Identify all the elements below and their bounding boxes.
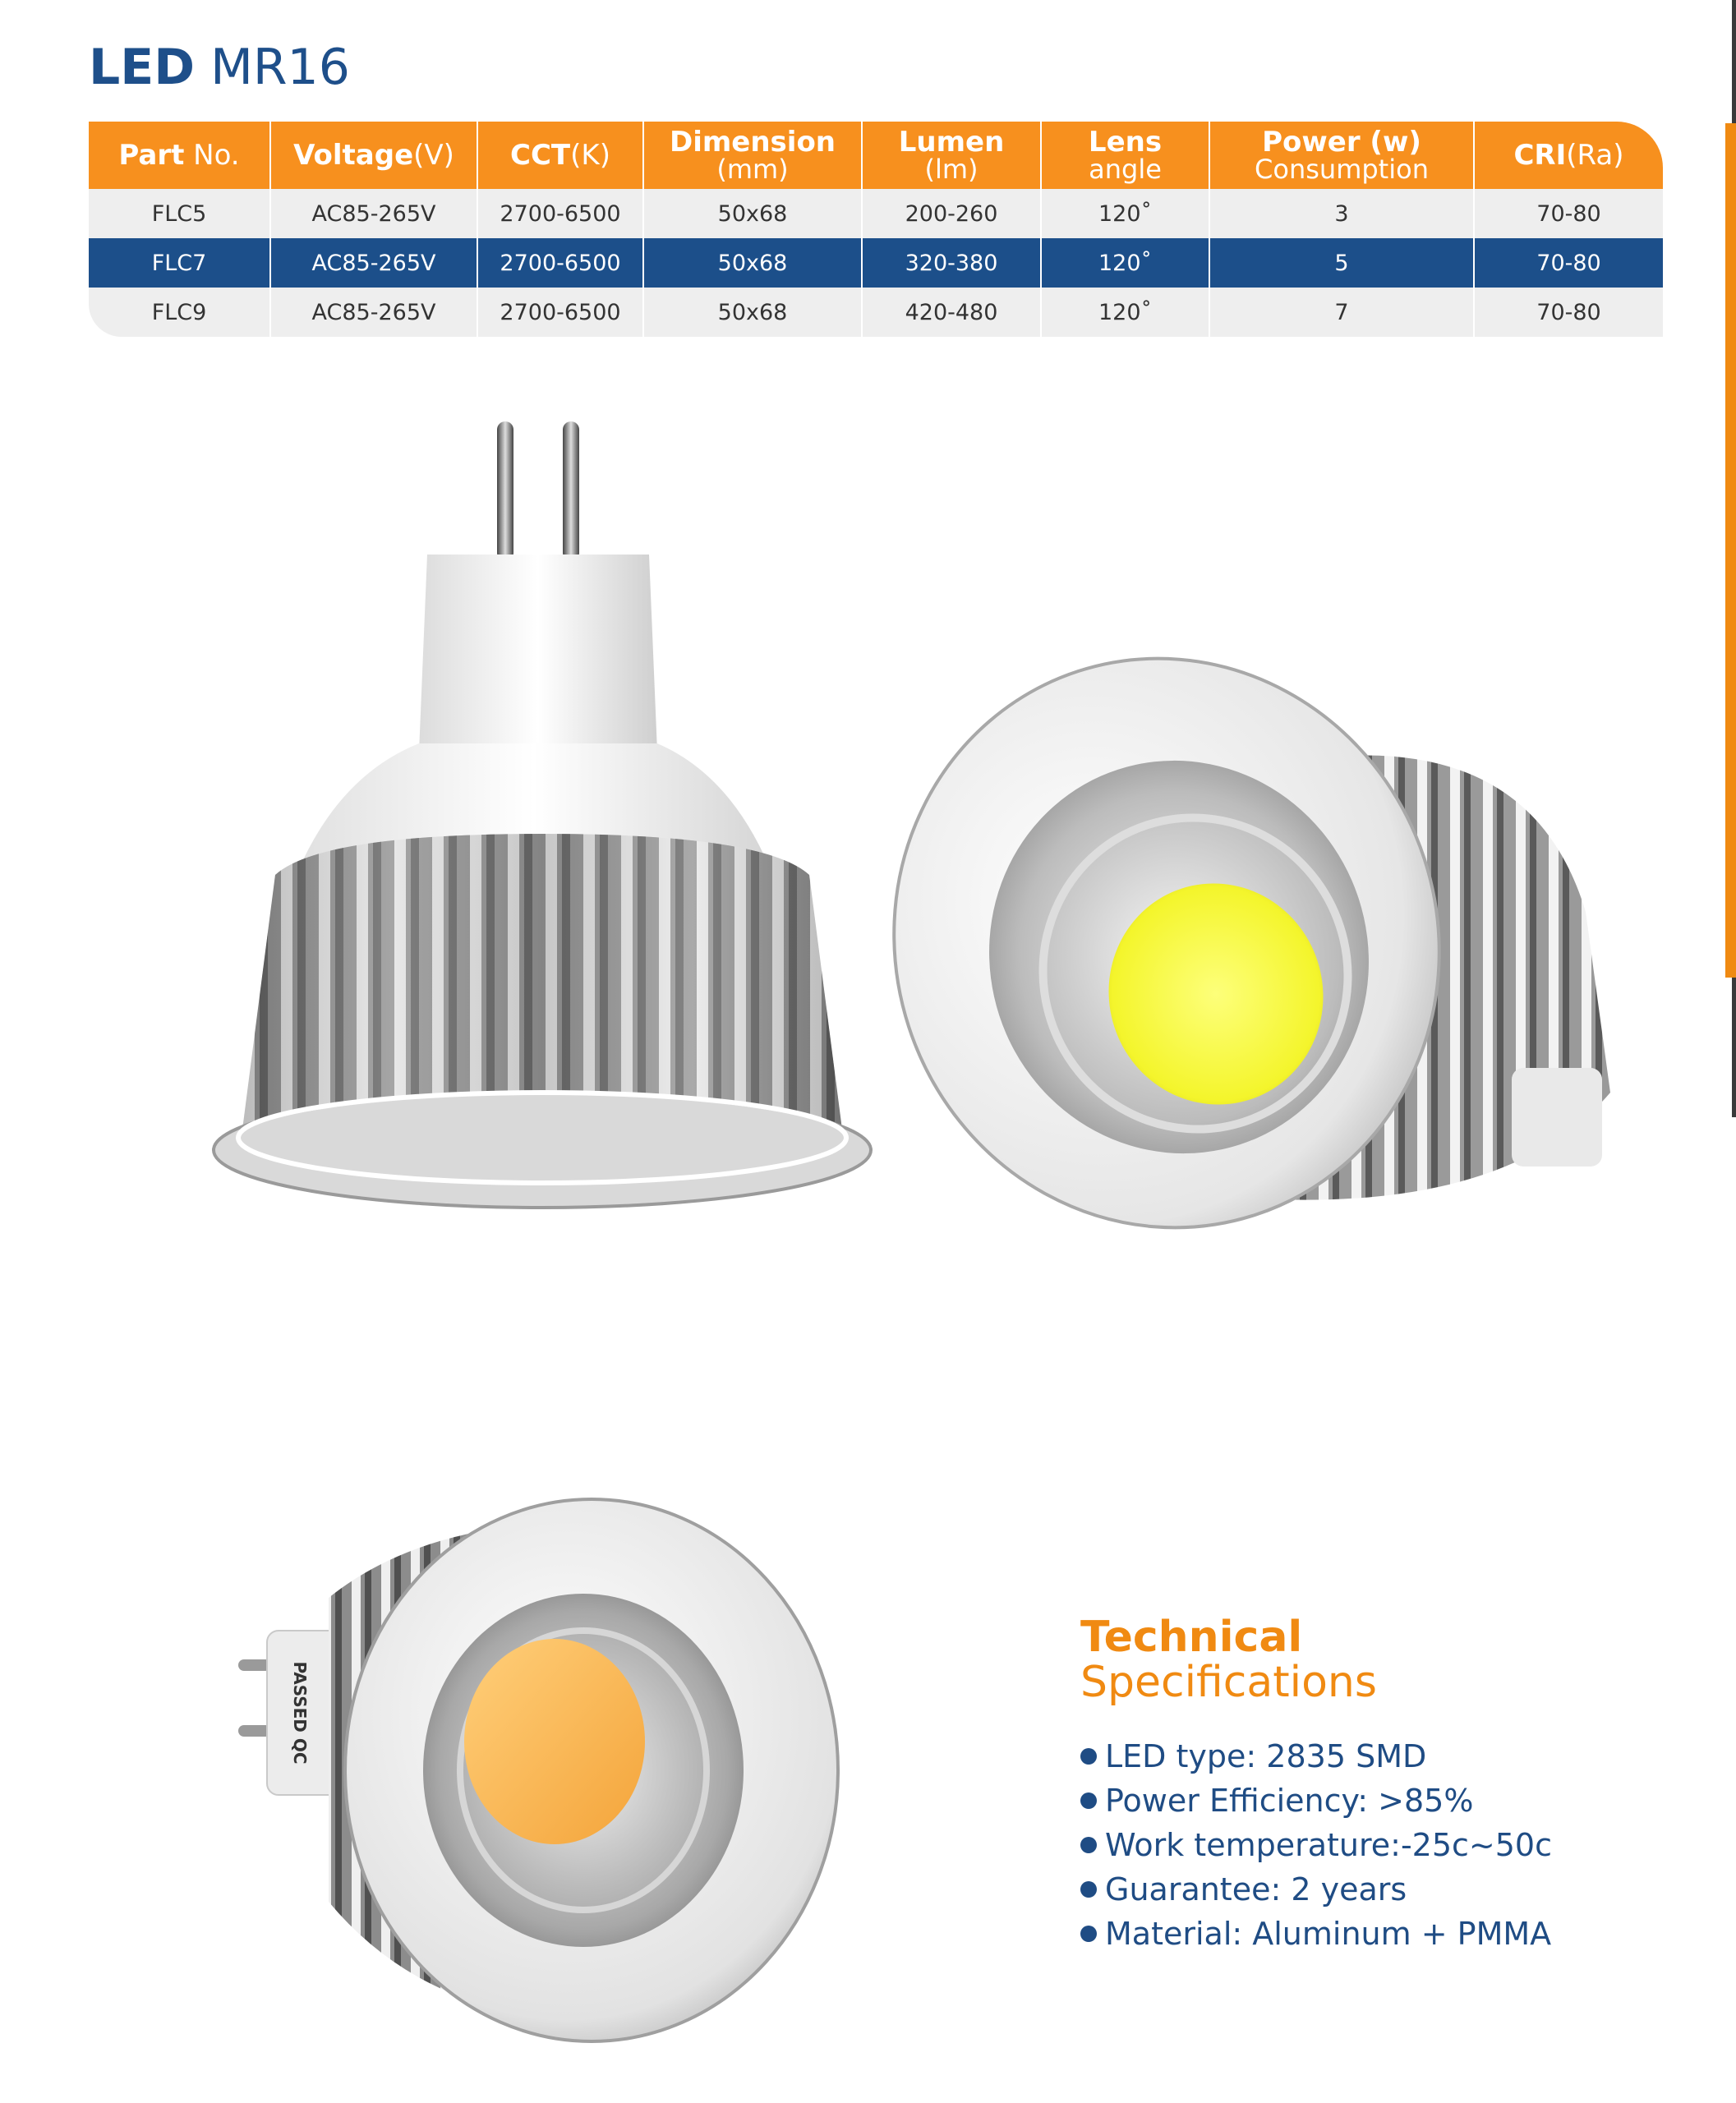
table-row bbox=[89, 189, 1663, 238]
cell-cri: 70-80 bbox=[1536, 299, 1601, 325]
header-lumen bbox=[863, 122, 1042, 189]
page-title bbox=[89, 39, 350, 96]
cell-cct: 2700-6500 bbox=[478, 238, 644, 288]
header-bold: Dimension bbox=[669, 126, 836, 159]
header-sub: angle bbox=[1089, 154, 1162, 185]
header-normal: (K) bbox=[570, 139, 610, 172]
table-header bbox=[89, 122, 1663, 189]
product-photo-angled bbox=[230, 1475, 854, 2066]
header-cct bbox=[478, 122, 644, 189]
header-bold: CRI bbox=[1513, 139, 1567, 172]
cell-lumen: 420-480 bbox=[863, 288, 1042, 337]
header-dimension bbox=[644, 122, 863, 189]
cell-lumen: 200-260 bbox=[863, 189, 1042, 238]
cell-cri: 70-80 bbox=[1536, 250, 1601, 276]
list-item bbox=[1080, 1734, 1552, 1779]
header-bold: Part bbox=[118, 139, 185, 172]
product-photo-front bbox=[887, 633, 1676, 1273]
cell-part-no: FLC9 bbox=[89, 288, 271, 337]
header-voltage bbox=[271, 122, 478, 189]
header-sub: (mm) bbox=[716, 154, 789, 185]
title-bold: LED bbox=[89, 39, 196, 96]
spec-text: Work temperature:-25c~50c bbox=[1105, 1827, 1553, 1864]
bullet-icon bbox=[1080, 1748, 1097, 1765]
cell-lens-angle: 120˚ bbox=[1042, 189, 1210, 238]
list-item bbox=[1080, 1823, 1552, 1867]
bullet-icon bbox=[1080, 1881, 1097, 1898]
spec-text: Power Efficiency: >85% bbox=[1105, 1783, 1474, 1820]
cell-dimension: 50x68 bbox=[644, 238, 863, 288]
header-normal: (Ra) bbox=[1566, 139, 1624, 172]
cell-dimension: 50x68 bbox=[644, 288, 863, 337]
cell-lens-angle: 120˚ bbox=[1042, 288, 1210, 337]
cell-power: 5 bbox=[1210, 238, 1475, 288]
title-rest: MR16 bbox=[195, 39, 350, 96]
cell-cct: 2700-6500 bbox=[478, 288, 644, 337]
table-row bbox=[89, 238, 1663, 288]
right-edge-tab bbox=[1725, 123, 1736, 978]
cell-voltage: AC85-265V bbox=[271, 238, 478, 288]
header-power bbox=[1210, 122, 1475, 189]
spec-list bbox=[1080, 1734, 1552, 1956]
cell-power: 7 bbox=[1210, 288, 1475, 337]
cell-part-no: FLC5 bbox=[89, 189, 271, 238]
spec-text: LED type: 2835 SMD bbox=[1105, 1738, 1427, 1775]
product-photo-side bbox=[164, 407, 887, 1290]
header-bold: Lumen bbox=[898, 126, 1005, 159]
cell-cri: 70-80 bbox=[1536, 200, 1601, 227]
header-sub: (lm) bbox=[924, 154, 979, 185]
header-bold: CCT bbox=[510, 139, 571, 172]
spec-table bbox=[89, 122, 1663, 337]
list-item bbox=[1080, 1912, 1552, 1956]
list-item bbox=[1080, 1867, 1552, 1912]
header-lens-angle bbox=[1042, 122, 1210, 189]
bullet-icon bbox=[1080, 1792, 1097, 1809]
list-item bbox=[1080, 1779, 1552, 1823]
header-normal: No. bbox=[184, 139, 240, 172]
technical-specifications bbox=[1080, 1615, 1552, 1956]
cell-part-no: FLC7 bbox=[89, 238, 271, 288]
header-cri bbox=[1475, 122, 1663, 189]
header-sub: Consumption bbox=[1255, 154, 1429, 185]
header-bold: Power (w) bbox=[1262, 126, 1421, 159]
cell-power: 3 bbox=[1210, 189, 1475, 238]
header-bold: Voltage bbox=[293, 139, 414, 172]
cell-voltage: AC85-265V bbox=[271, 189, 478, 238]
cell-cct: 2700-6500 bbox=[478, 189, 644, 238]
bullet-icon bbox=[1080, 1837, 1097, 1853]
header-bold: Lens bbox=[1088, 126, 1163, 159]
header-part-no bbox=[89, 122, 271, 189]
spec-text: Material: Aluminum + PMMA bbox=[1105, 1916, 1552, 1953]
cell-dimension: 50x68 bbox=[644, 189, 863, 238]
table-row bbox=[89, 288, 1663, 337]
bullet-icon bbox=[1080, 1926, 1097, 1942]
tech-subtitle: Specifications bbox=[1080, 1657, 1377, 1707]
spec-text: Guarantee: 2 years bbox=[1105, 1871, 1407, 1908]
cell-voltage: AC85-265V bbox=[271, 288, 478, 337]
cell-lens-angle: 120˚ bbox=[1042, 238, 1210, 288]
tech-title: Technical bbox=[1080, 1613, 1303, 1662]
qc-label: PASSED QC bbox=[290, 1661, 310, 1765]
header-normal: (V) bbox=[413, 139, 454, 172]
cell-lumen: 320-380 bbox=[863, 238, 1042, 288]
